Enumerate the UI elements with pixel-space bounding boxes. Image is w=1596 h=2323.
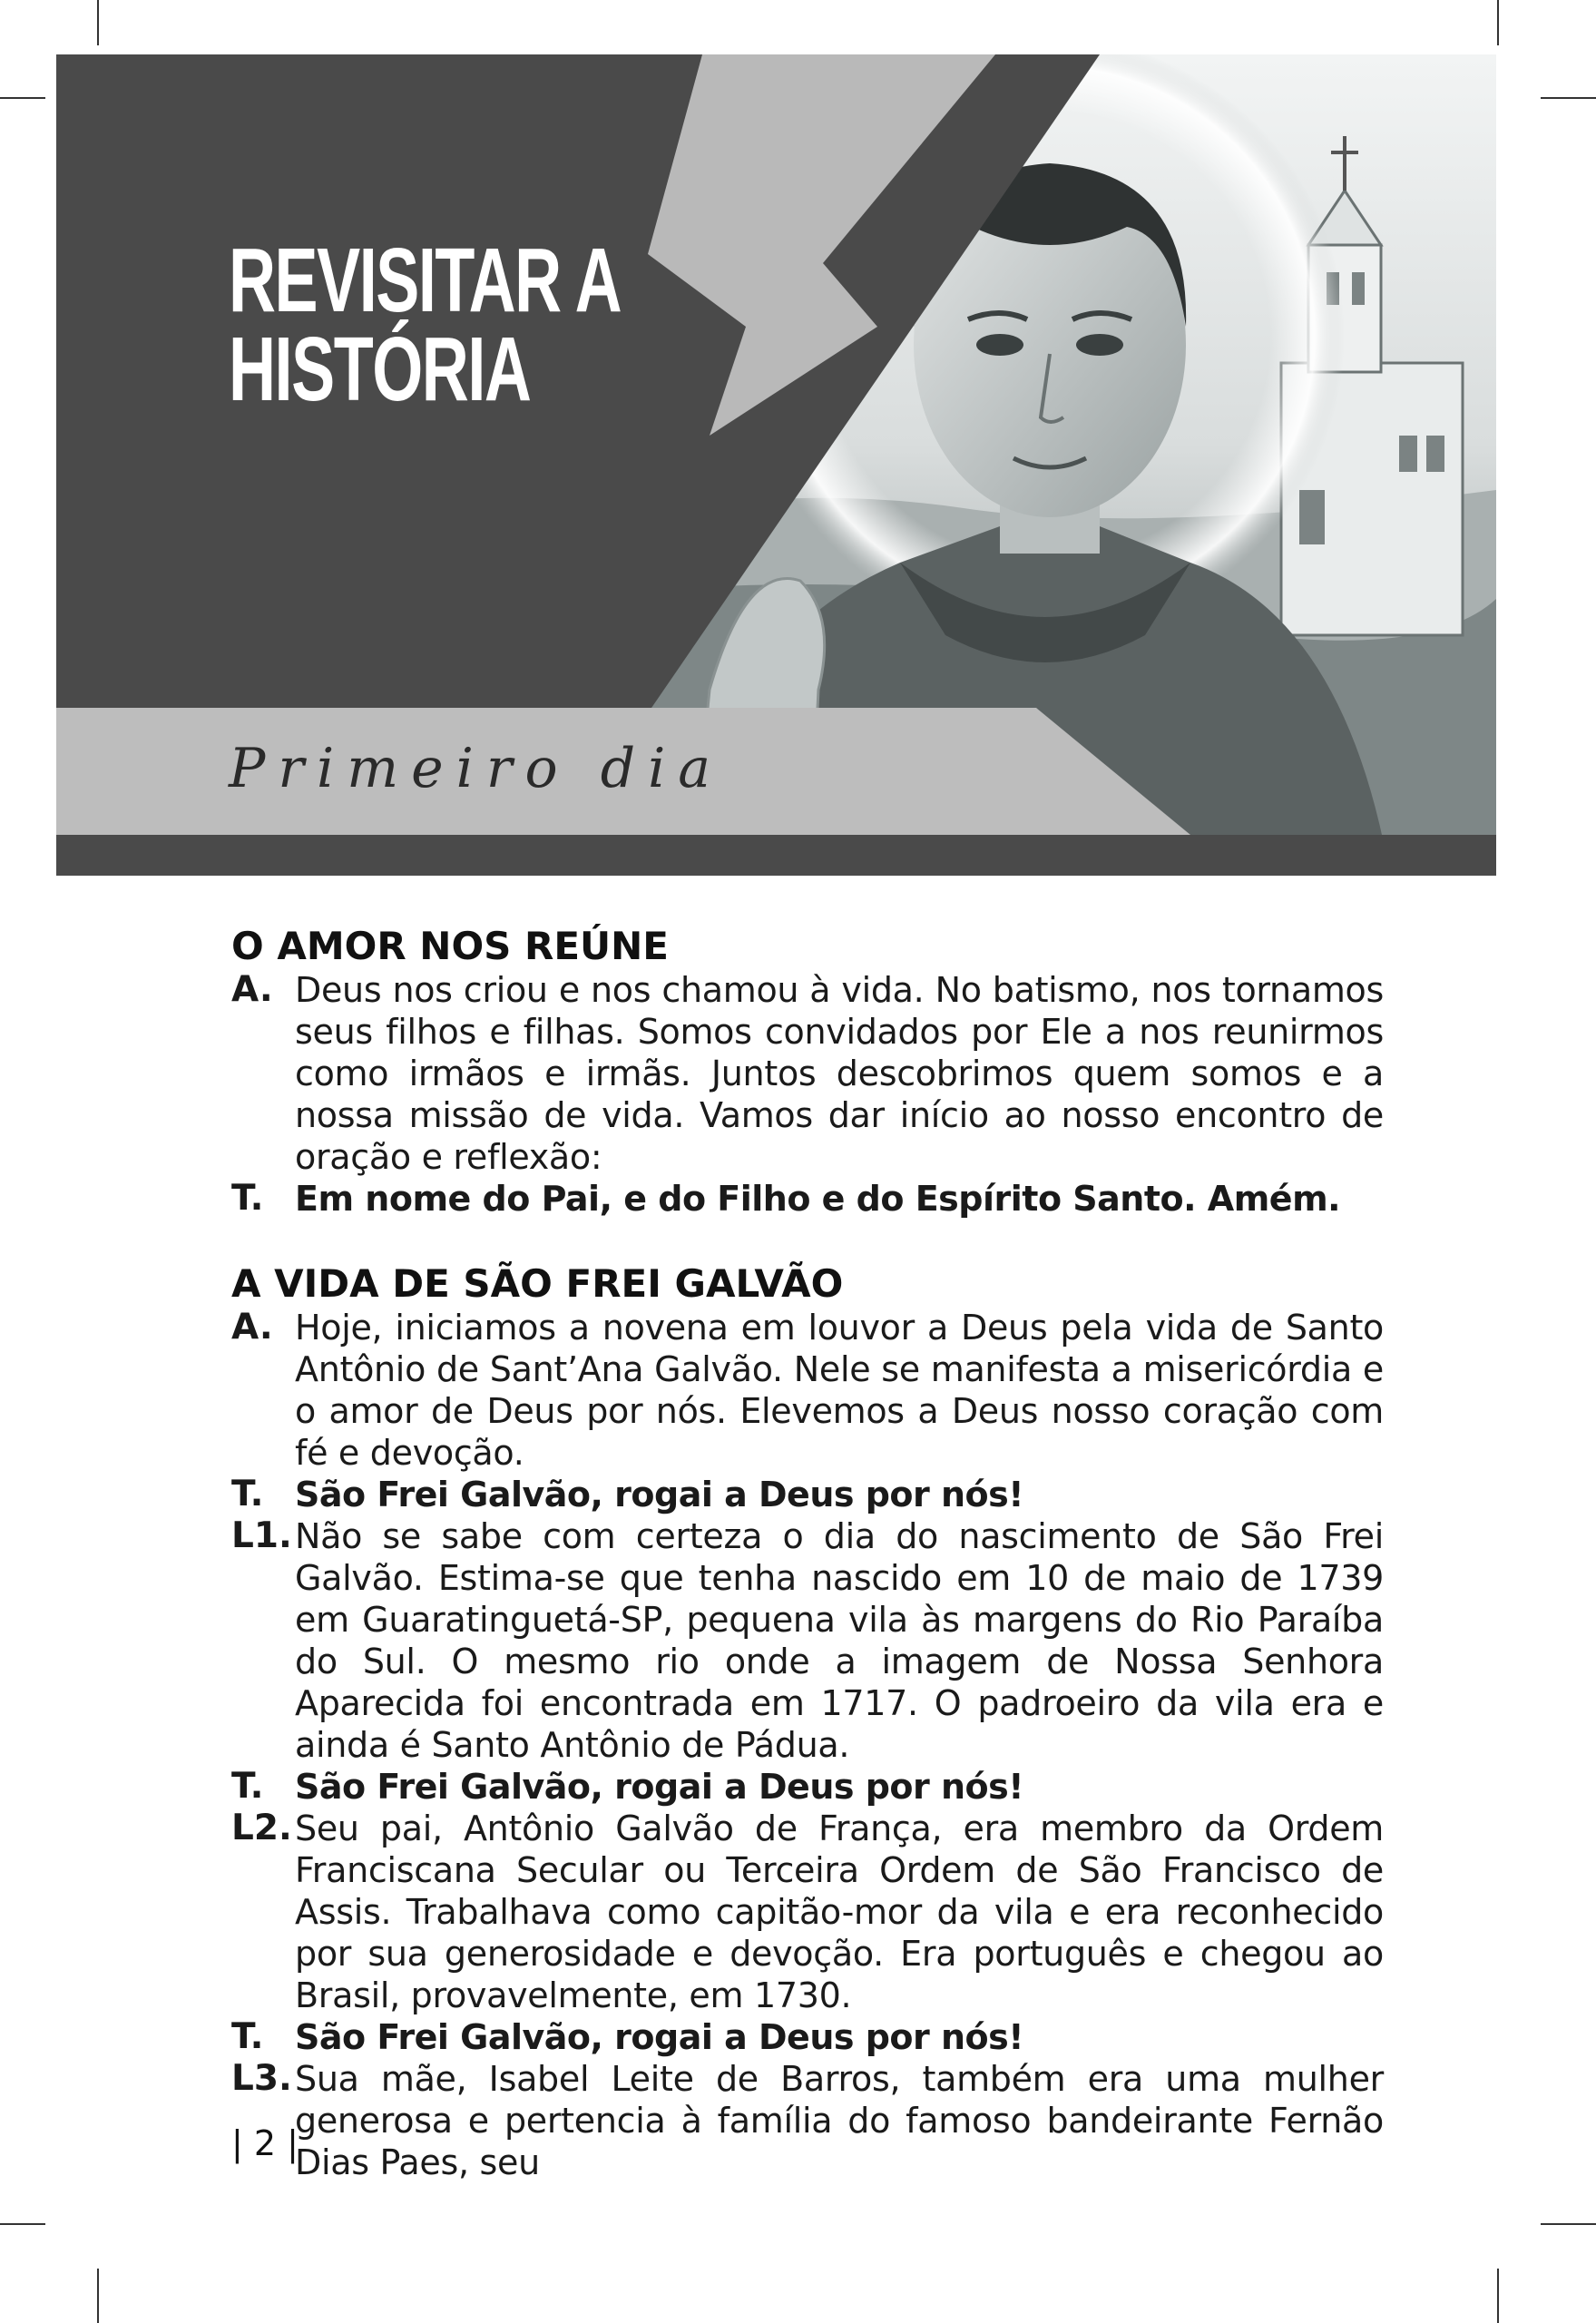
prayer-text: Sua mãe, Isabel Leite de Barros, também era uma mulher generosa e pertencia à família do famoso bandeirante Fernão Dias Paes, seu <box>295 2059 1384 2182</box>
page-number: | 2 | <box>231 2123 299 2163</box>
speaker-label: A. <box>231 1307 273 1348</box>
prayer-response: São Frei Galvão, rogai a Deus por nós! <box>295 2017 1024 2057</box>
prayer-text: Hoje, iniciamos a novena em louvor a Deus pela vida de Santo Antônio de Sant’Ana Galvão. Nele se manifesta a misericórdia e o amor de Deus por nós. Elevemos a Deus nosso coração com fé e devoção. <box>295 1308 1384 1473</box>
speaker-label: L1. <box>231 1515 292 1556</box>
title-line-1: REVISITAR A <box>229 230 622 331</box>
speaker-label: T. <box>231 1766 264 1807</box>
speaker-label: L2. <box>231 1808 292 1848</box>
crop-mark-bottom-right-v <box>1497 2269 1499 2323</box>
crop-mark-bottom-left-v <box>97 2269 99 2323</box>
section-heading-vida: A VIDA DE SÃO FREI GALVÃO <box>231 1261 844 1306</box>
section-heading-amor: O AMOR NOS REÚNE <box>231 924 669 968</box>
prayer-response: São Frei Galvão, rogai a Deus por nós! <box>295 1767 1024 1807</box>
speaker-label: T. <box>231 1474 264 1514</box>
speaker-label: L3. <box>231 2058 292 2099</box>
prayer-line <box>231 1808 1384 2016</box>
prayer-text: Seu pai, Antônio Galvão de França, era membro da Ordem Franciscana Secular ou Terceira Ordem de São Francisco de Assis. Trabalhava como capitão-mor da vila e era reconhecido por sua generosidade e devoção. Era português e chegou ao Brasil, provavelmente, em 1730. <box>295 1808 1384 2015</box>
prayer-response: São Frei Galvão, rogai a Deus por nós! <box>295 1475 1024 1514</box>
speaker-label: T. <box>231 1178 264 1219</box>
main-content <box>231 924 1384 2183</box>
crop-mark-bottom-left-h <box>0 2223 45 2225</box>
prayer-line <box>231 1474 1384 1515</box>
day-subtitle: Primeiro dia <box>229 737 724 800</box>
prayer-line <box>231 1178 1384 1220</box>
page-title <box>229 230 817 420</box>
prayer-line <box>231 2016 1384 2058</box>
speaker-label: T. <box>231 2016 264 2057</box>
prayer-line <box>231 969 1384 1178</box>
prayer-text: Deus nos criou e nos chamou à vida. No batismo, nos tornamos seus filhos e filhas. Somos convidados por Ele a nos reunirmos como irmãos e irmãs. Juntos descobrimos quem somos e a nossa missão de vida. Vamos dar início ao nosso encontro de oração e reflexão: <box>295 970 1384 1177</box>
crop-mark-top-right-h <box>1541 97 1596 99</box>
crop-mark-top-left-v <box>97 0 99 45</box>
prayer-line <box>231 1766 1384 1808</box>
crop-mark-top-right-v <box>1497 0 1499 45</box>
prayer-line <box>231 1515 1384 1766</box>
prayer-line <box>231 1307 1384 1474</box>
crop-mark-bottom-right-h <box>1541 2223 1596 2225</box>
prayer-line <box>231 2058 1384 2183</box>
crop-mark-top-left-h <box>0 97 45 99</box>
prayer-text: Não se sabe com certeza o dia do nascimento de São Frei Galvão. Estima-se que tenha nascido em 10 de maio de 1739 em Guaratinguetá-SP, pequena vila às margens do Rio Paraíba do Sul. O mesmo rio onde a imagem de Nossa Senhora Aparecida foi encontrada em 1717. O padroeiro da vila era e ainda é Santo Antônio de Pádua. <box>295 1516 1384 1765</box>
header-banner <box>56 54 1496 876</box>
title-line-2: HISTÓRIA <box>229 319 531 420</box>
speaker-label: A. <box>231 969 273 1010</box>
prayer-response: Em nome do Pai, e do Filho e do Espírito Santo. Amém. <box>295 1179 1341 1219</box>
